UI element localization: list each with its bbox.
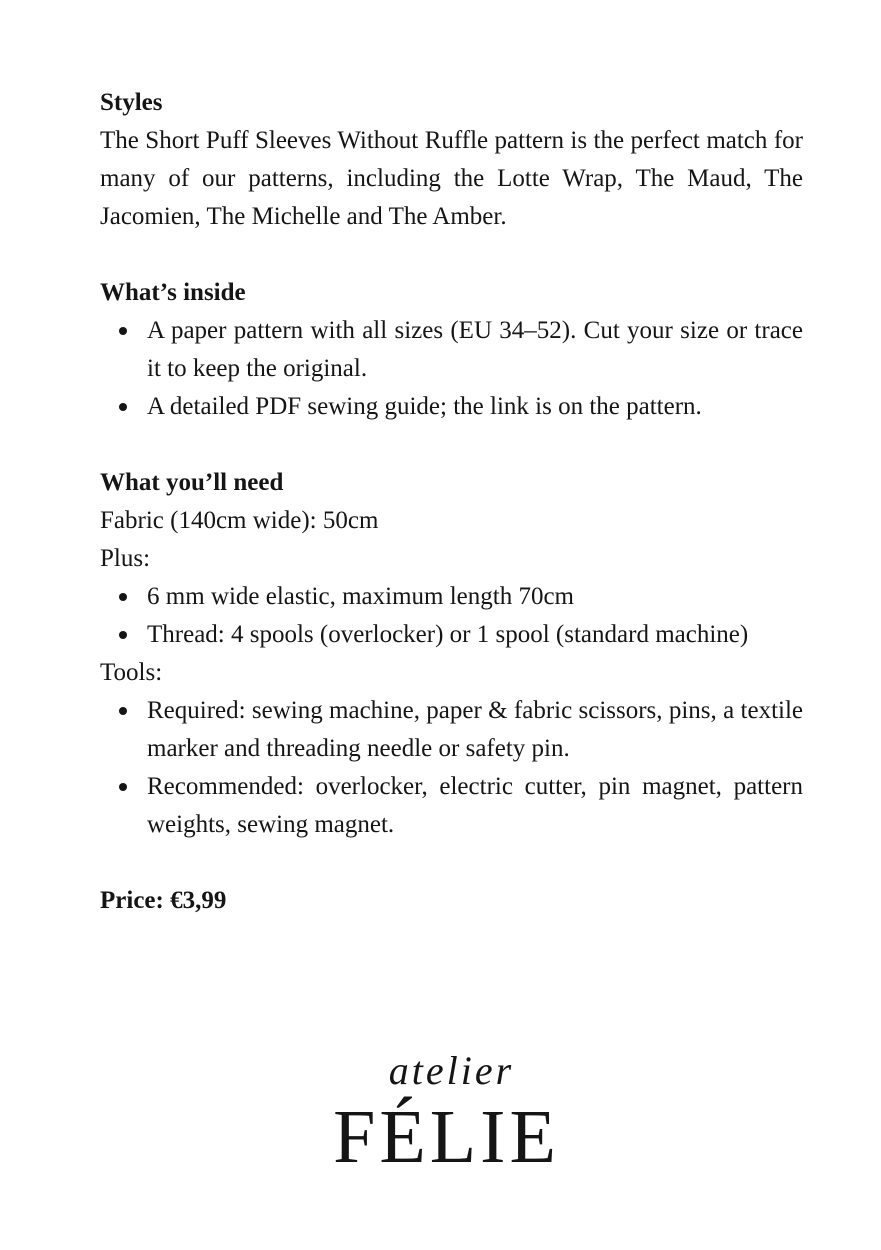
list-item: A detailed PDF sewing guide; the link is on the pattern. (100, 388, 803, 426)
list-item: 6 mm wide elastic, maximum length 70cm (100, 578, 803, 616)
whats-inside-list (100, 312, 803, 426)
list-item: Recommended: overlocker, electric cutter, pin magnet, pattern weights, sewing magnet. (100, 768, 803, 844)
styles-section (100, 84, 803, 236)
plus-list (100, 578, 803, 654)
fabric-requirement: Fabric (140cm wide): 50cm (100, 507, 379, 534)
whats-inside-section (100, 274, 803, 426)
list-item: Thread: 4 spools (overlocker) or 1 spool (standard machine) (100, 616, 803, 654)
styles-text: The Short Puff Sleeves Without Ruffle pattern is the perfect match for many of our patterns, including the Lotte Wrap, The Maud, The Jacomien, The Michelle and The Amber. (100, 127, 803, 230)
what-youll-need-heading: What you’ll need (100, 469, 284, 496)
brand-logo (0, 1045, 881, 1177)
whats-inside-heading: What’s inside (100, 279, 246, 306)
styles-heading: Styles (100, 89, 163, 116)
tools-list (100, 692, 803, 844)
plus-label: Plus: (100, 545, 151, 572)
logo-line-felie: FÉLIE (333, 1095, 560, 1179)
list-item: Required: sewing machine, paper & fabric scissors, pins, a textile marker and threading needle or safety pin. (100, 692, 803, 768)
list-item: A paper pattern with all sizes (EU 34–52). Cut your size or trace it to keep the original. (100, 312, 803, 388)
tools-label: Tools: (100, 659, 163, 686)
logo-line-atelier: atelier (388, 1048, 515, 1093)
what-youll-need-section (100, 464, 803, 844)
price: Price: €3,99 (100, 887, 227, 914)
product-description (100, 84, 803, 920)
